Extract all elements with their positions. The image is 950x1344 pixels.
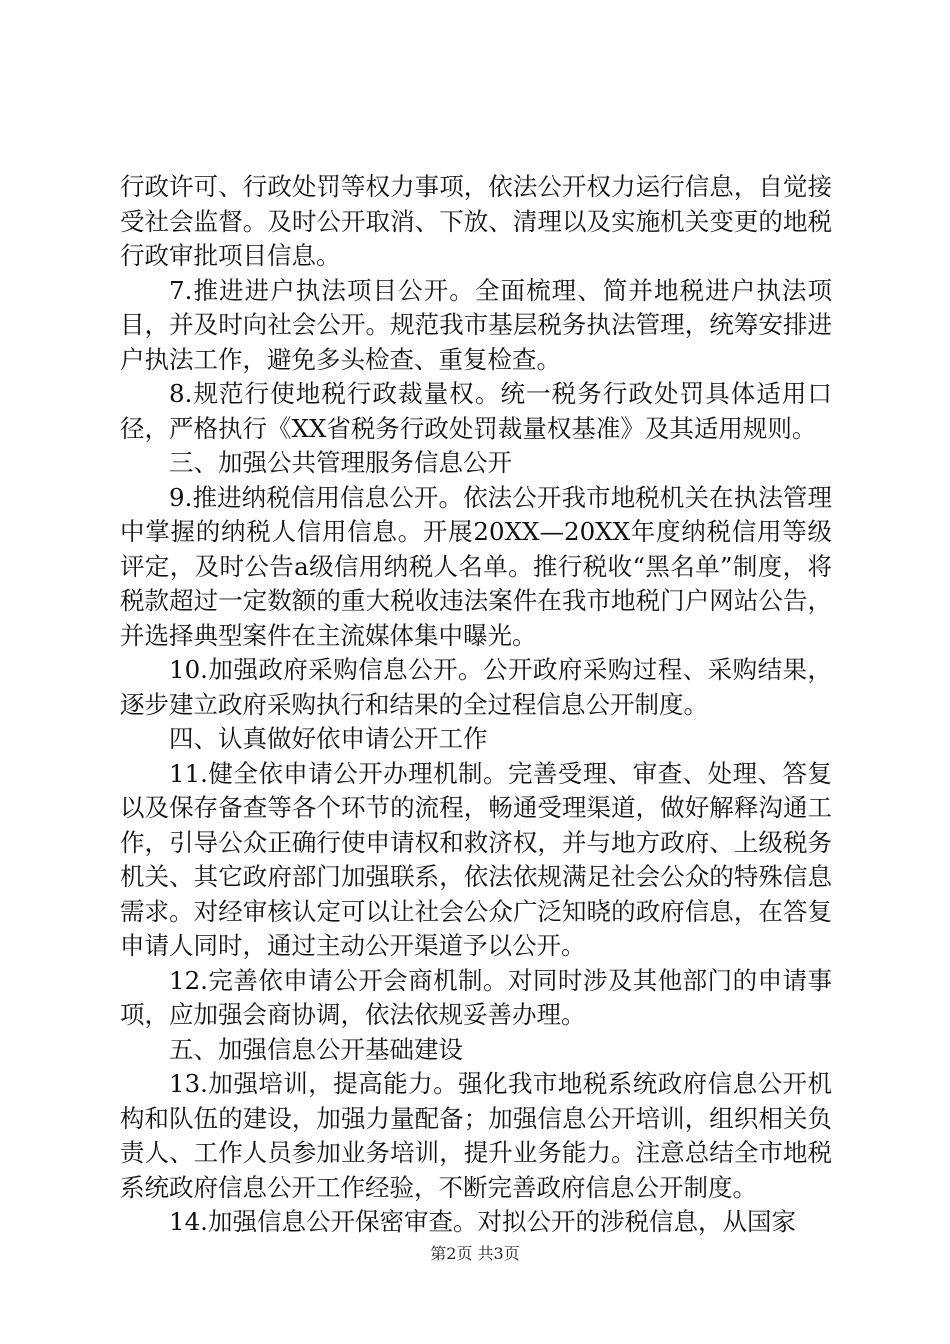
paragraph: 10.加强政府采购信息公开。公开政府采购过程、采购结果，逐步建立政府采购执行和结果的全过程信息公开制度。 bbox=[120, 655, 832, 719]
section-heading: 三、加强公共管理服务信息公开 bbox=[169, 448, 512, 477]
paragraph: 14.加强信息公开保密审查。对拟公开的涉税信息，从国家 bbox=[169, 1207, 796, 1236]
section-heading: 四、认真做好依申请公开工作 bbox=[169, 724, 488, 753]
paragraph: 13.加强培训，提高能力。强化我市地税系统政府信息公开机构和队伍的建设，加强力量配备；加强信息公开培训，组织相关负责人、工作人员参加业务培训，提升业务能力。注意总结全市地税系统政府信息公开工作经验，不断完善政府信息公开制度。 bbox=[120, 1069, 832, 1202]
paragraph: 8.规范行使地税行政裁量权。统一税务行政处罚具体适用口径，严格执行《XX省税务行政处罚裁量权基准》及其适用规则。 bbox=[120, 379, 832, 443]
paragraph: 7.推进进户执法项目公开。全面梳理、简并地税进户执法项目，并及时向社会公开。规范我市基层税务执法管理，统筹安排进户执法工作，避免多头检查、重复检查。 bbox=[120, 275, 832, 374]
document-body bbox=[120, 170, 832, 1240]
paragraph: 11.健全依申请公开办理机制。完善受理、审查、处理、答复以及保存备查等各个环节的流程，畅通受理渠道，做好解释沟通工作，引导公众正确行使申请权和救济权，并与地方政府、上级税务机关、其它政府部门加强联系，依法依规满足社会公众的特殊信息需求。对经审核认定可以让社会公众广泛知晓的政府信息，在答复申请人同时，通过主动公开渠道予以公开。 bbox=[120, 758, 832, 960]
paragraph: 9.推进纳税信用信息公开。依法公开我市地税机关在执法管理中掌握的纳税人信用信息。开展20XX—20XX年度纳税信用等级评定，及时公告a级信用纳税人名单。推行税收“黑名单”制度，将税款超过一定数额的重大税收违法案件在我市地税门户网站公告，并选择典型案件在主流媒体集中曝光。 bbox=[120, 482, 832, 650]
paragraph: 12.完善依申请公开会商机制。对同时涉及其他部门的申请事项，应加强会商协调，依法依规妥善办理。 bbox=[120, 965, 832, 1029]
paragraph: 行政许可、行政处罚等权力事项，依法公开权力运行信息，自觉接受社会监督。及时公开取消、下放、清理以及实施机关变更的地税行政审批项目信息。 bbox=[120, 172, 832, 270]
page-number-footer: 第2页 共3页 bbox=[430, 1244, 520, 1263]
section-heading: 五、加强信息公开基础建设 bbox=[169, 1034, 463, 1064]
